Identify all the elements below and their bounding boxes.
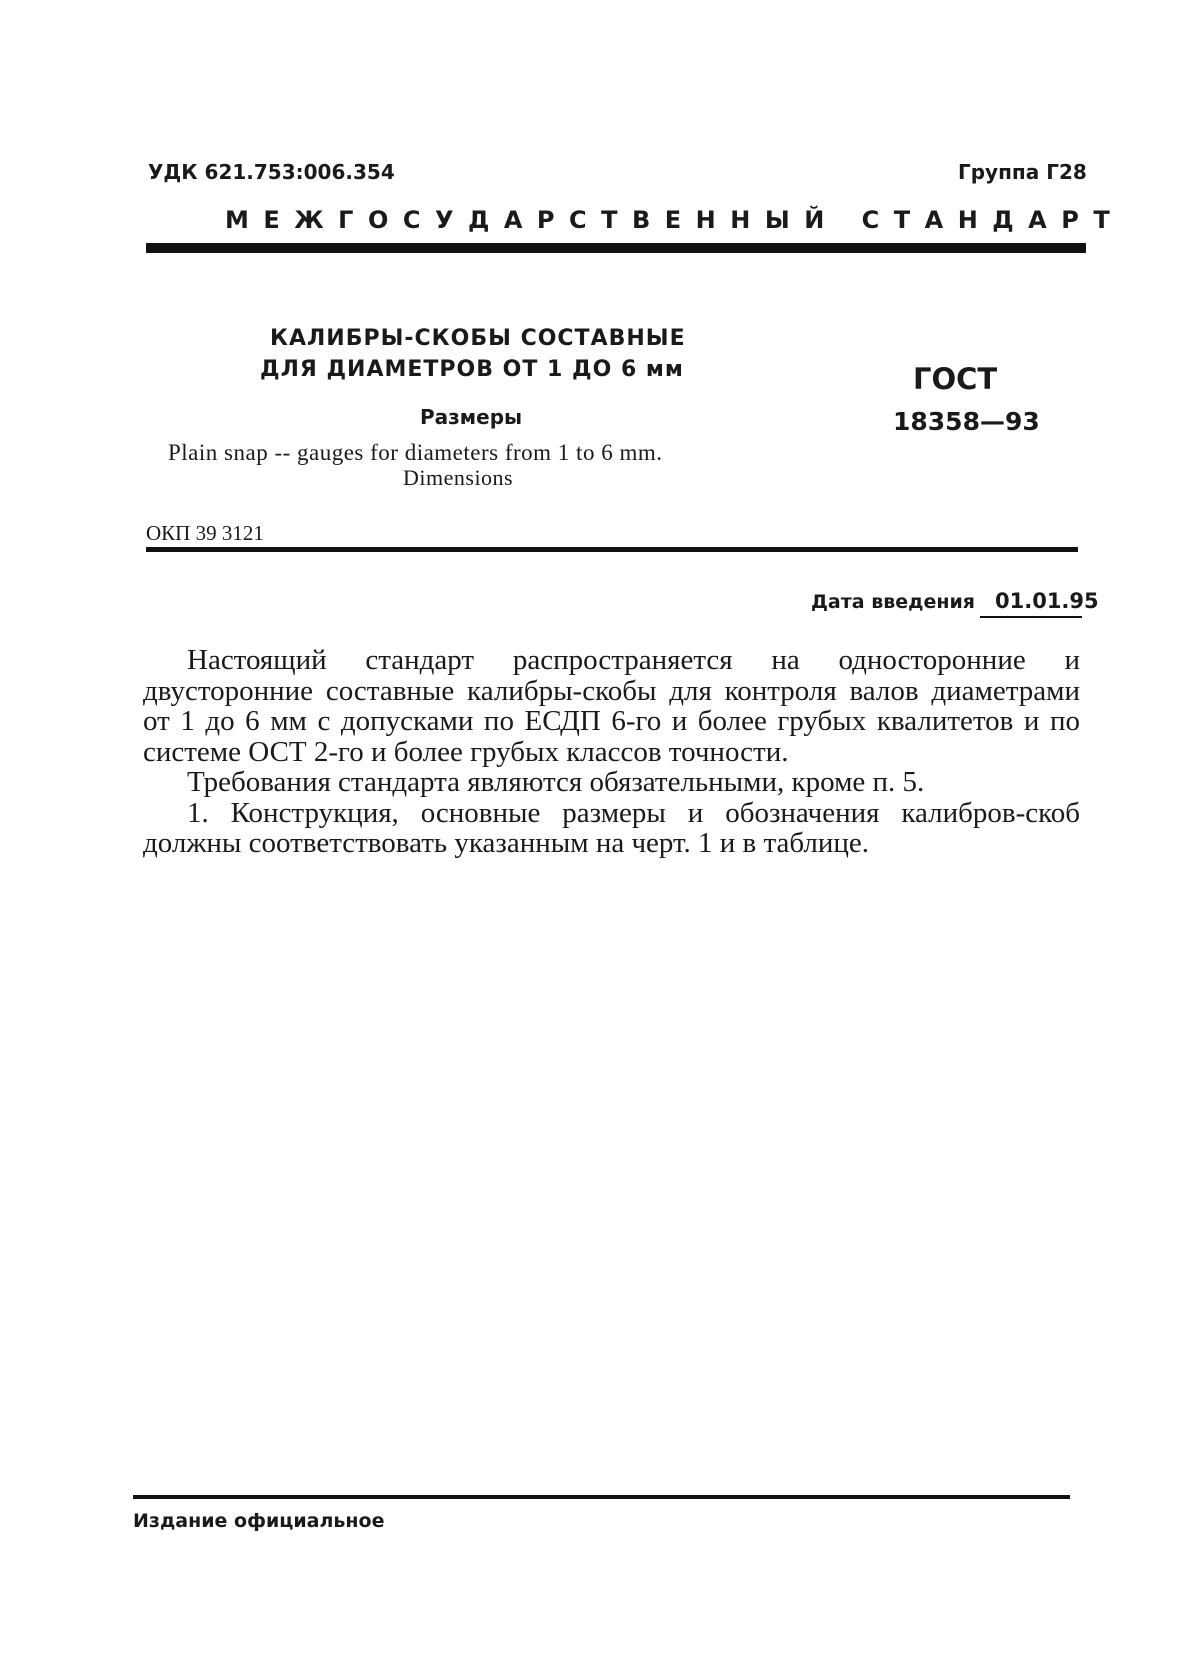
subtitle: Размеры xyxy=(420,405,523,429)
body-text xyxy=(143,645,1080,859)
edition-note: Издание официальное xyxy=(133,1510,385,1532)
footer-rule xyxy=(133,1495,1070,1499)
english-title-line-2: Dimensions xyxy=(403,465,514,490)
date-label: Дата введения xyxy=(811,591,975,613)
date-underline xyxy=(980,616,1082,618)
gost-number: 18358—93 xyxy=(893,407,1040,436)
date-value: 01.01.95 xyxy=(995,589,1099,613)
paragraph-scope: Настоящий стандарт распространяется на односторонние и двусторонние составные калибры-скобы для контроля валов диаметрами от 1 до 6 мм с допусками по ЕСДП 6-го и более грубых квалитетов и по системе ОСТ 2-го и более грубых классов точности. xyxy=(143,644,1080,768)
okp-code: ОКП 39 3121 xyxy=(146,521,264,545)
english-title-line-1: Plain snap -- gauges for diameters from 1 to 6 mm. xyxy=(168,440,663,465)
title-line-1: КАЛИБРЫ-СКОБЫ СОСТАВНЫЕ xyxy=(270,326,686,351)
standard-type-heading: МЕЖГОСУДАРСТВЕННЫЙ СТАНДАРТ xyxy=(225,206,1125,234)
udk-code: УДК 621.753:006.354 xyxy=(148,160,395,184)
gost-label: ГОСТ xyxy=(913,362,998,396)
paragraph-design: 1. Конструкция, основные размеры и обозначения калибров-скоб должны соответствовать указанным на черт. 1 и в таблице. xyxy=(143,796,1080,859)
title-line-2: ДЛЯ ДИАМЕТРОВ ОТ 1 ДО 6 мм xyxy=(260,357,684,382)
group-code: Группа Г28 xyxy=(958,160,1087,184)
header-rule xyxy=(146,243,1086,253)
paragraph-requirements: Требования стандарта являются обязательными, кроме п. 5. xyxy=(187,766,925,798)
title-block-rule xyxy=(146,547,1078,552)
